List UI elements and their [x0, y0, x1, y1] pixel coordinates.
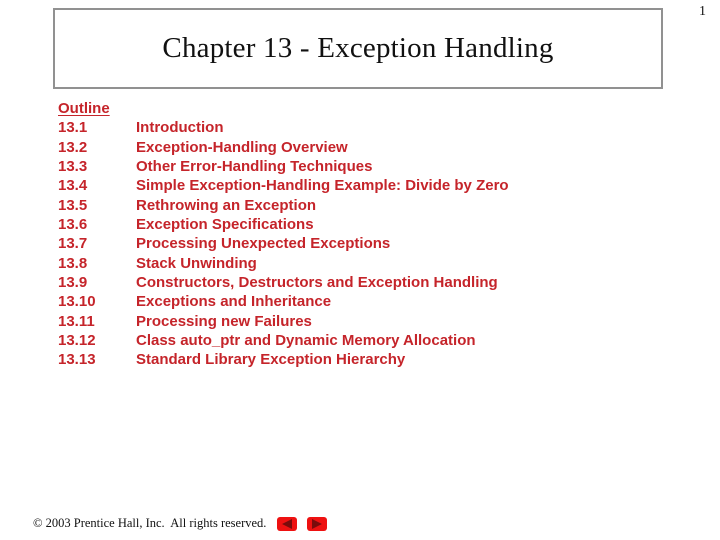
outline-item-number: 13.13: [58, 351, 96, 369]
outline-item-label: Simple Exception-Handling Example: Divide by Zero: [136, 177, 509, 195]
outline-item-number: 13.12: [58, 332, 96, 350]
outline-item: [58, 331, 509, 350]
outline-item-label: Stack Unwinding: [136, 254, 257, 272]
outline-item-number: 13.6: [58, 216, 88, 234]
outline-list: [58, 118, 509, 369]
outline-item: [58, 138, 509, 157]
outline-item-number: 13.1: [58, 119, 88, 137]
outline-item-number: 13.8: [58, 254, 88, 272]
outline-item: [58, 350, 509, 369]
slide-title: Chapter 13 - Exception Handling: [162, 32, 554, 64]
outline-item: [58, 157, 509, 176]
outline-item-label: Other Error-Handling Techniques: [136, 158, 373, 176]
outline-item: [58, 118, 509, 137]
outline-item: [58, 215, 509, 234]
next-arrow-icon: [312, 519, 322, 529]
outline-item-label: Standard Library Exception Hierarchy: [136, 351, 406, 369]
outline-item-label: Constructors, Destructors and Exception Handling: [136, 274, 498, 292]
outline-item: [58, 273, 509, 292]
outline-item-label: Introduction: [136, 119, 224, 137]
outline-item-label: Exception Specifications: [136, 216, 314, 234]
next-slide-button[interactable]: [307, 517, 327, 531]
copyright-text: © 2003 Prentice Hall, Inc. All rights reserved.: [33, 516, 267, 530]
outline-item-label: Processing new Failures: [136, 312, 312, 330]
outline-item-label: Processing Unexpected Exceptions: [136, 235, 391, 253]
outline-item-number: 13.9: [58, 274, 88, 292]
outline-item-label: Class auto_ptr and Dynamic Memory Allocation: [136, 332, 476, 350]
title-box: [53, 8, 663, 89]
outline-item-label: Exceptions and Inheritance: [136, 293, 332, 311]
outline-item-number: 13.3: [58, 158, 88, 176]
outline-item: [58, 234, 509, 253]
outline-item-number: 13.2: [58, 138, 88, 156]
outline-item: [58, 254, 509, 273]
outline-item: [58, 312, 509, 331]
page-number: 1: [699, 4, 706, 19]
slide-nav: [277, 517, 327, 531]
prev-arrow-icon: [282, 519, 292, 529]
outline-section: [58, 99, 509, 370]
outline-item-number: 13.4: [58, 177, 88, 195]
outline-item: [58, 196, 509, 215]
outline-item: [58, 176, 509, 195]
outline-item-number: 13.11: [58, 312, 95, 330]
outline-item-number: 13.10: [58, 293, 96, 311]
outline-heading: Outline: [58, 100, 110, 117]
outline-item-number: 13.7: [58, 235, 88, 253]
outline-item-label: Rethrowing an Exception: [136, 196, 317, 214]
previous-slide-button[interactable]: [277, 517, 297, 531]
outline-item-number: 13.5: [58, 196, 88, 214]
outline-item-label: Exception-Handling Overview: [136, 138, 348, 156]
outline-item: [58, 292, 509, 311]
